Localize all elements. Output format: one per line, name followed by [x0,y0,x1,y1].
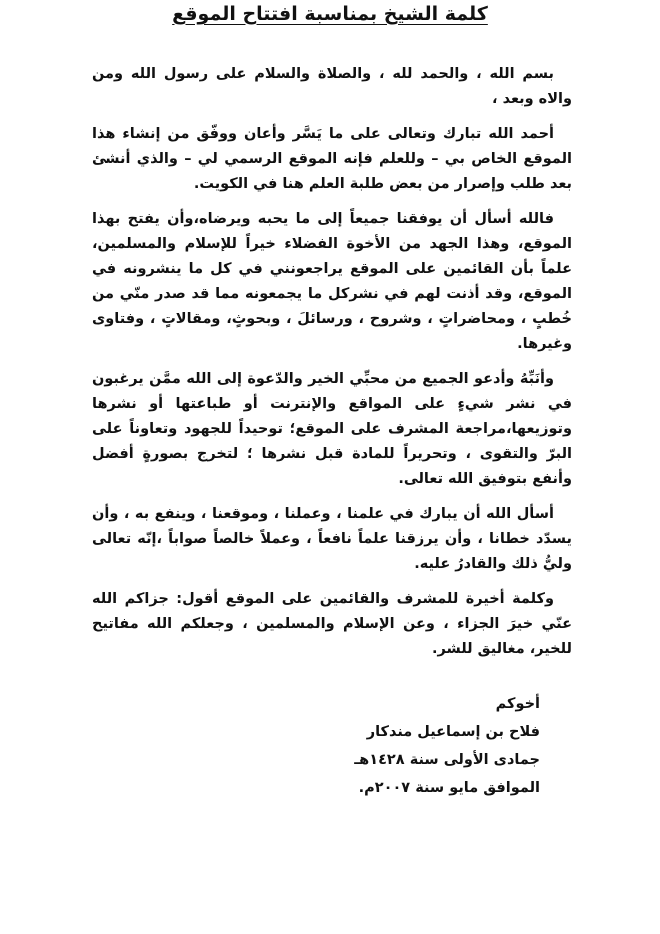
signature-block [280,690,540,802]
signature-gregorian-date: الموافق مايو سنة ٢٠٠٧م. [358,780,540,796]
paragraph-prayer: فالله أسأل أن يوفقنا جميعاً إلى ما يحبه ويرضاه،وأن يفتح بهذا الموقع، وهذا الجهد من الأخوة الفضلاء خيراً للإسلام والمسلمين، علماً بأن القائمين على الموقع يراجعونني في كل ما ينشرونه في الموقع، وقد أذنت لهم في نشركل ما يجمعونه مما قد صدر منّي من خُطبٍ ، ومحاضراتٍ ، وشروح ، ورسائلَ ، وبحوثٍ، ومقالاتٍ ، وفتاوى وغيرها. [92,211,572,352]
signature-name: فلاح بن إسماعيل مندكار [366,724,540,740]
document-body [92,62,572,662]
signature-hijri-date: جمادى الأولى سنة ١٤٢٨هـ [354,752,540,768]
paragraph-opening: بسم الله ، والحمد لله ، والصلاة والسلام على رسول الله ومن والاه وبعد ، [92,66,572,107]
paragraph-closing-word: وكلمة أخيرة للمشرف والقائمين على الموقع أقول: جزاكم الله عنّي خيرَ الجزاء ، وعن الإسلام والمسلمين ، وجعلكم الله مفاتيح للخير، مغاليق للشر. [92,591,572,657]
document-title: كلمة الشيخ بمناسبة افتتاح الموقع [172,3,488,25]
paragraph-supplication: أسأل الله أن يبارك في علمنا ، وعملنا ، وموقعنا ، وينفع به ، وأن يسدّد خطانا ، وأن يرزقنا علماً نافعاً ، وعملاً خالصاً صواباً ،إنّه تعالى وليُّ ذلك والقادرُ عليه. [92,506,572,572]
paragraph-gratitude: أحمد الله تبارك وتعالى على ما يَسَّر وأعان ووفّق من إنشاء هذا الموقع الخاص بي – وللعلم فإنه الموقع الرسمي لي – والذي أنشئ بعد طلب وإصرار من بعض طلبة العلم هنا في الكويت. [92,126,572,192]
signature-closing: أخوكم [495,696,540,712]
paragraph-notice: وأنَبِّهُ وأدعو الجميع من محبِّي الخير والدّعوة إلى الله ممَّن يرغبون في نشر شيءٍ على المواقع والإنترنت أو طباعتها أو نشرها وتوزيعها،مراجعة المشرف على الموقع؛ توحيداً للجهود وتعاوناً على البرّ والتقوى ، وتحريراً للمادة قبل نشرها ؛ لتخرج بصورةٍ أفضل وأنفع بتوفيق الله تعالى. [92,371,572,487]
